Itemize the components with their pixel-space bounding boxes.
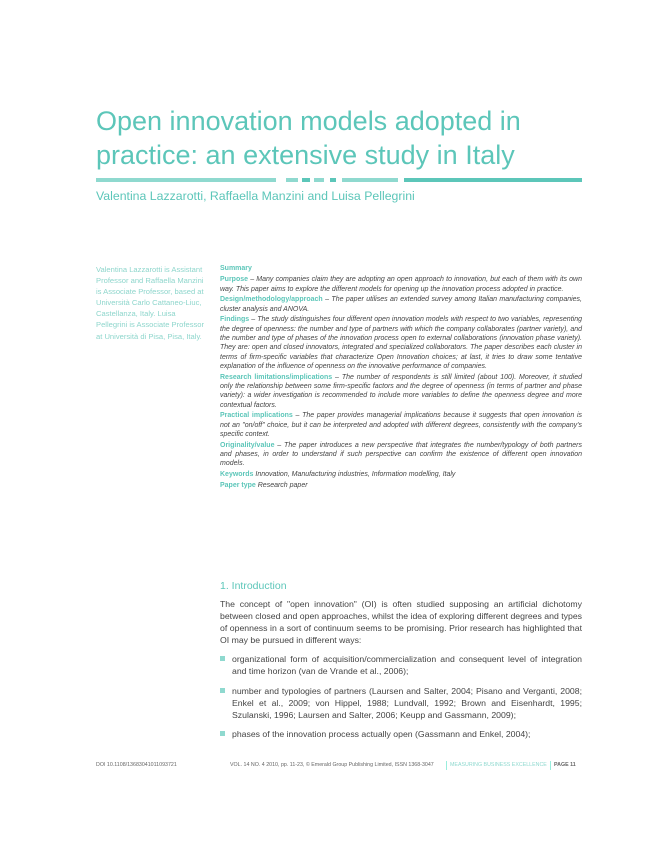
abstract [220,264,582,492]
abstract-findings [220,315,582,371]
title-rule-segment-3 [314,178,324,182]
list-item [220,685,582,721]
abstract-design [220,295,582,314]
section-text: – The number of respondents is still limited (about 100). Moreover, it studied only the relationship between some firm-specific factors and the degree of openness (in terms of partner and phase variety): a wider investigation is recommended to include more variables to define the openness degree and more contextual factors. [220,373,582,409]
authors: Valentina Lazzarotti, Raffaella Manzini and Luisa Pellegrini [96,189,415,203]
section-label: Research limitations/implications [220,373,333,381]
abstract-originality [220,441,582,469]
page-footer [96,762,582,772]
footer-citation: VOL. 14 NO. 4 2010, pp. 11-23, © Emerald Group Publishing Limited, ISSN 1368-3047 [230,762,434,768]
section-text: – The paper utilises an extended survey among Italian manufacturing companies, cluster analysis and ANOVA. [220,296,582,313]
section-label: Originality/value [220,441,275,449]
introduction-heading: 1. Introduction [220,580,287,592]
footer-journal: MEASURING BUSINESS EXCELLENCE [450,762,547,768]
footer-divider [550,761,551,770]
section-text: – The paper introduces a new perspective that integrates the number/typology of both partners and phases, in order to understand if such perspective can confirm the existence of different open innovation models. [220,441,582,468]
title-rule-segment-4 [330,178,336,182]
section-label: Purpose [220,276,249,284]
list-item-text: organizational form of acquisition/commercialization and consequent level of integration and time horizon (van de Vrande et al., 2006); [232,654,582,677]
title-rule-left [96,178,276,182]
author-bio: Valentina Lazzarotti is Assistant Professor and Raffaella Manzini is Associate Professor, based at Università Carlo Cattaneo-Liuc, Castellanza, Italy. Luisa Pellegrini is Associate Professor at Università di Pisa, Pisa, Italy. [96,265,205,341]
section-text: Research paper [255,482,308,490]
list-item [220,728,582,740]
section-text: Innovation, Manufacturing industries, Information modelling, Italy [253,471,456,479]
section-label: Design/methodology/approach [220,296,323,304]
section-label: Findings [220,316,250,324]
abstract-purpose [220,275,582,294]
bullet-icon [220,656,225,661]
list-item-text: phases of the innovation process actually open (Gassmann and Enkel, 2004); [232,728,531,739]
summary-heading: Summary [220,265,252,272]
introduction-list [220,653,582,740]
list-item-text: number and typologies of partners (Laursen and Salter, 2004; Pisano and Verganti, 2008; Enkel et al., 2009; von Hippel, 1988; Lundvall, 1992; Brown and Eisenhardt, 1995; Szulanski, 1996; Laursen and Salter, 2006; Keupp and Gassmann, 2009); [232,685,582,720]
list-item [220,653,582,677]
section-text: – The study distinguishes four different open innovation models with respect to two variables, representing the degree of openness: the number and type of partners with which the company collaborates (partner variety), and the number and type of phases of the innovation process open to external collaborations (innovation phase variety). They are: open and closed innovators, integrated and specialized collaborators. The paper describes each cluster in terms of firm-specific variables that characterize Open Innovation choices; at last, it tries to draw some tentative explanation of the influence of openness on the innovative performance of companies. [220,316,582,370]
section-text: – The paper provides managerial implications because it suggests that open innovation is not an "on/off" choice, but it can be interpreted and adopted with different degrees, consistently with the company's specific context. [220,412,582,439]
abstract-paper-type [220,481,582,490]
section-text: – Many companies claim they are adopting an open approach to innovation, but each of them with its own way. This paper aims to explore the different models for opening up the innovation process adopted in practice. [220,276,582,293]
title-rule-segment-2 [302,178,310,182]
introduction-body [220,598,582,747]
title-rule-segment-5 [342,178,398,182]
introduction-paragraph: The concept of "open innovation" (OI) is often studied supposing an artificial dichotomy between closed and open approaches, whilst the idea of exploring different degrees and types of openness in a sort of continuum seems to be promising. Prior research has highlighted that OI may be pursued in different ways: [220,599,582,646]
section-label: Keywords [220,471,254,479]
abstract-keywords [220,470,582,479]
section-label: Paper type [220,482,256,490]
title-rule-right [404,178,582,182]
footer-page: PAGE 11 [554,762,576,768]
footer-divider [446,761,447,770]
abstract-limitations [220,373,582,410]
bullet-icon [220,688,225,693]
paper-title: Open innovation models adopted in practice: an extensive study in Italy [96,106,521,170]
title-rule-segment-1 [286,178,298,182]
abstract-practical [220,411,582,439]
section-label: Practical implications [220,412,293,420]
bullet-icon [220,731,225,736]
footer-doi: DOI 10.1108/13683041011093721 [96,762,177,768]
